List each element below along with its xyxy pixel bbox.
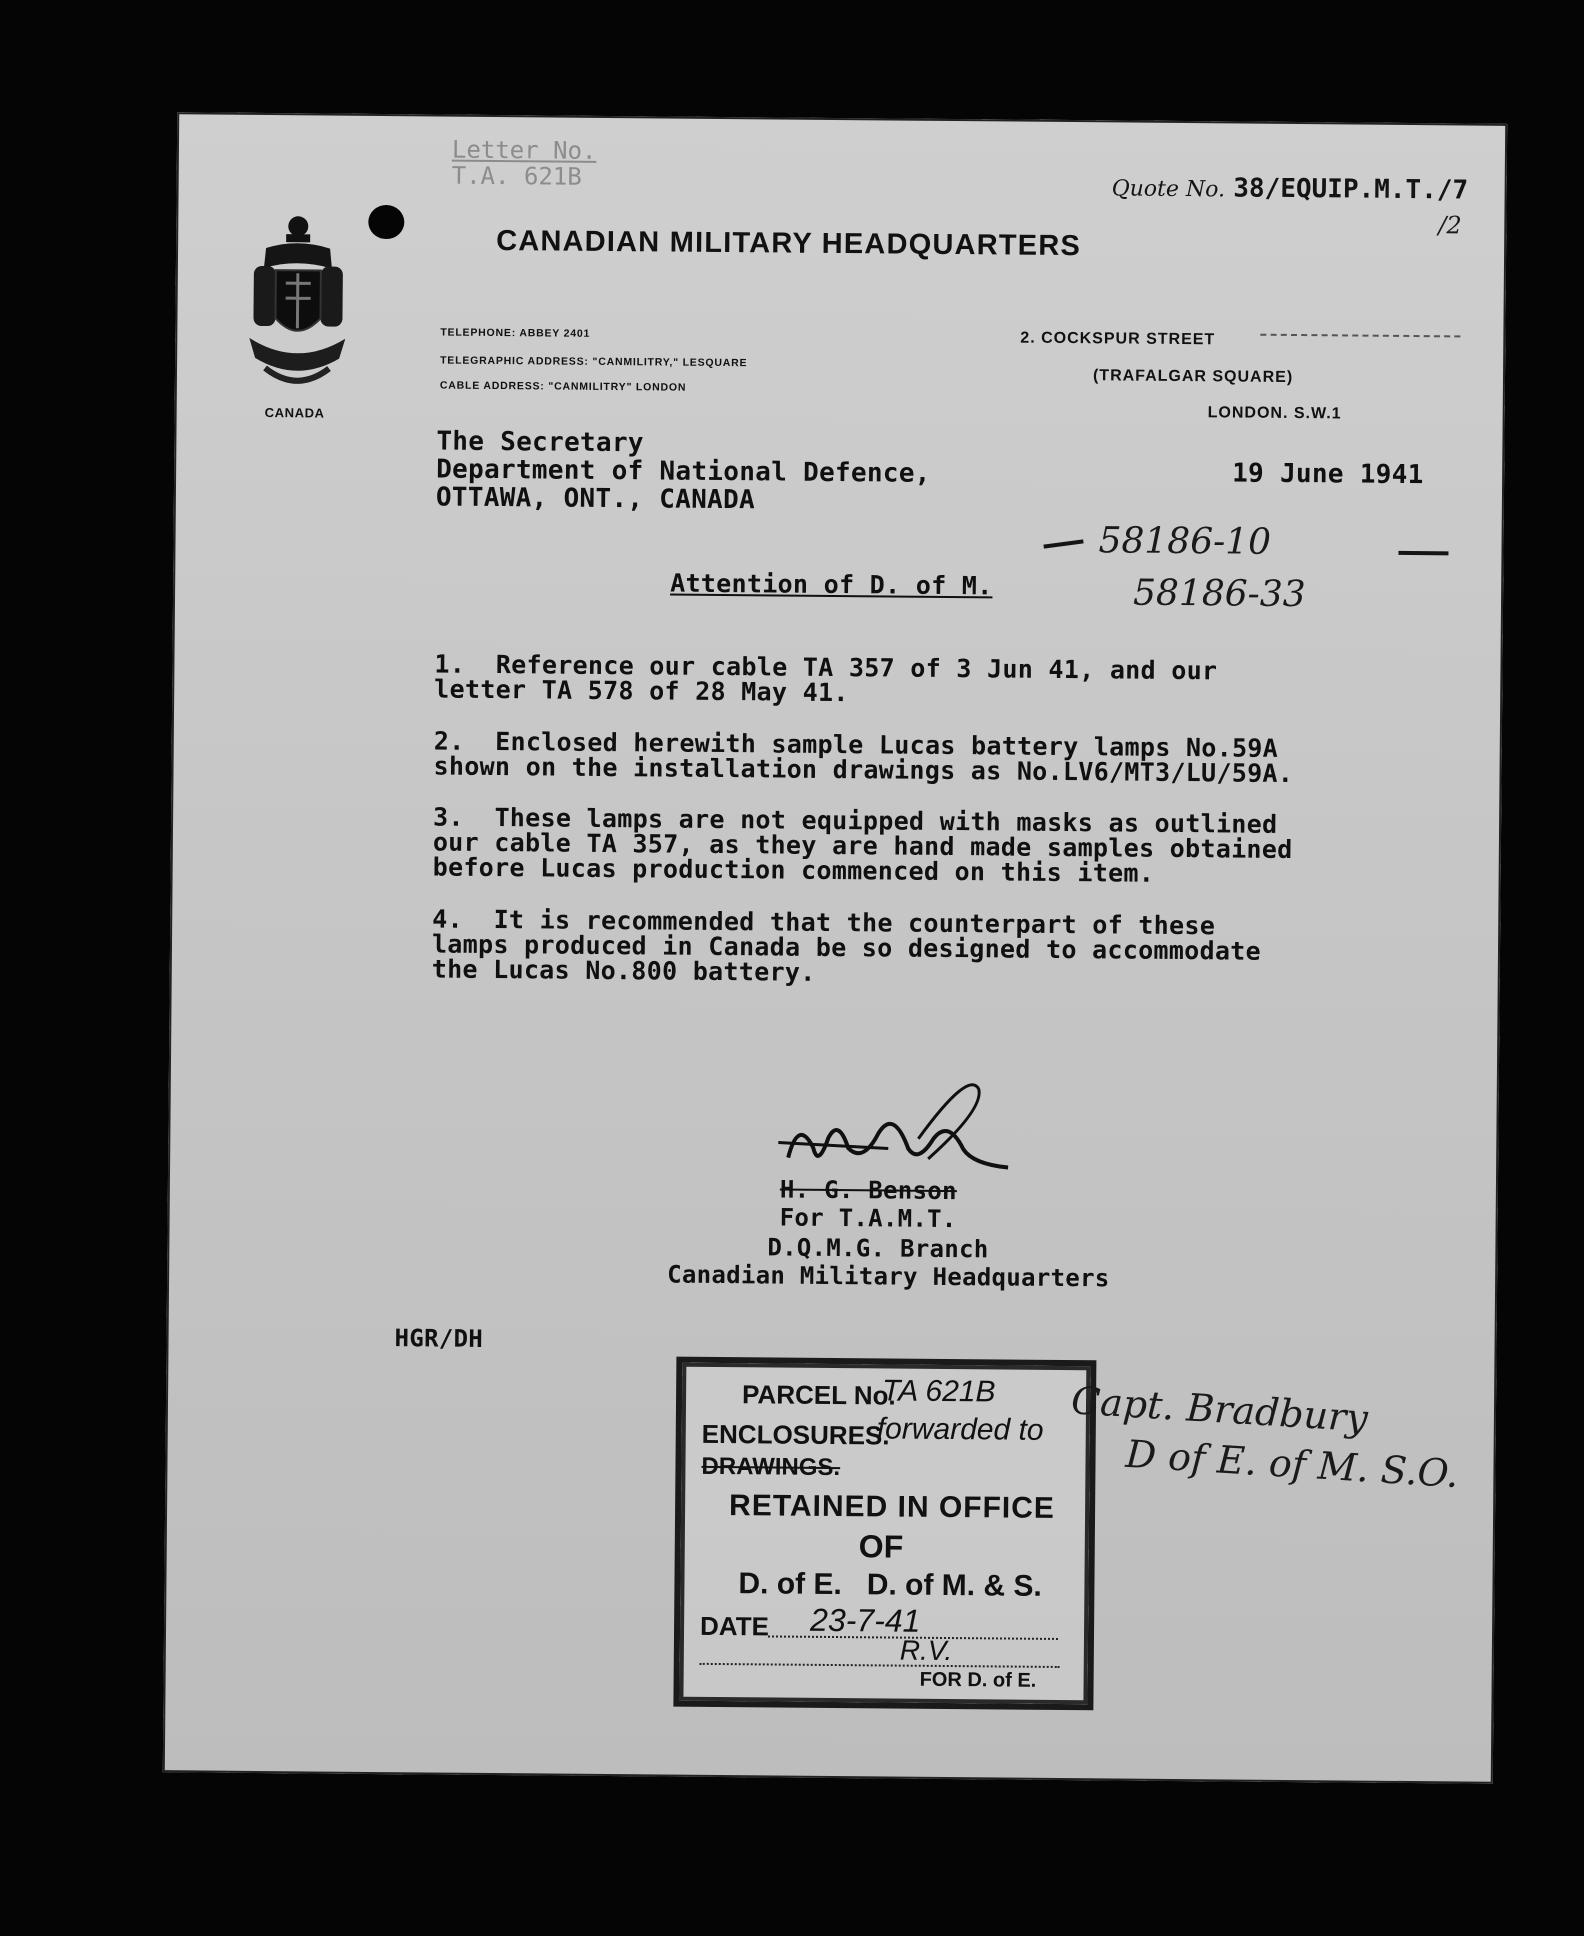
stamp-date-value: 23-7-41 [809, 1601, 921, 1639]
recipient-line-3: OTTAWA, ONT., CANADA [435, 482, 756, 516]
stamp-enclosures-note: forwarded to [876, 1412, 1044, 1447]
signatory-organization: Canadian Military Headquarters [667, 1260, 1110, 1293]
typist-initials: HGR/DH [394, 1324, 484, 1353]
cable-address-line: CABLE ADDRESS: "CANMILITRY" LONDON [439, 379, 687, 394]
stamp-initials-value: R.V. [899, 1634, 953, 1667]
paragraph-2: 2. Enclosed herewith sample Lucas battery lamps No.59A shown on the installation drawings as No.LV6/MT3/LU/59A. [433, 726, 1294, 788]
address-street: 2. COCKSPUR STREET [1020, 329, 1216, 349]
handwritten-signature [768, 1077, 1029, 1189]
crest-caption: CANADA [264, 405, 325, 421]
quote-number-value: 38/EQUIP.M.T./7 [1233, 173, 1469, 206]
stamp-drawings-label: DRAWINGS. [701, 1452, 841, 1482]
signatory-name [780, 1176, 957, 1206]
retained-in-office-stamp [673, 1357, 1096, 1711]
paragraph-3: 3. These lamps are not equipped with masks as outlined our cable TA 357, as they are hand made samples obtained before Lucas production commenced on this item. [432, 802, 1293, 888]
address-dash-rule [1260, 334, 1460, 338]
address-city: LONDON. S.W.1 [1207, 404, 1342, 423]
letter-page [163, 112, 1507, 1784]
recipient-line-1: The Secretary [436, 426, 644, 459]
telegraphic-address-line: TELEGRAPHIC ADDRESS: "CANMILITRY," LESQUARE [440, 354, 748, 370]
file-number-1: 58186-10 [1098, 520, 1272, 563]
file-number-2: 58186-33 [1132, 572, 1306, 616]
letter-date: 19 June 1941 [1232, 458, 1424, 491]
stamp-for-label: FOR D. of E. [919, 1668, 1037, 1692]
ink-spot-icon [364, 202, 408, 242]
signatory-branch: D.Q.M.G. Branch [767, 1233, 989, 1264]
file-number-dash-right [1398, 551, 1448, 555]
paragraph-1: 1. Reference our cable TA 357 of 3 Jun 41, and our letter TA 578 of 28 May 41. [434, 649, 1218, 708]
signatory-for-line: For T.A.M.T. [779, 1203, 957, 1234]
stamp-initials-dotted-line [700, 1663, 1060, 1668]
quote-number-suffix: /2 [1438, 211, 1462, 240]
letter-number-stamp [452, 137, 597, 190]
quote-number-label: Quote No. [1111, 176, 1226, 203]
stamp-date-label: DATE [699, 1610, 770, 1642]
stamp-retained-text: RETAINED IN OFFICE [728, 1489, 1056, 1525]
paragraph-4: 4. It is recommended that the counterpart of these lamps produced in Canada be so designed to accommodate the Lucas No.800 battery. [431, 904, 1262, 987]
handwritten-note-line-1: Capt. Bradbury [1069, 1378, 1370, 1441]
recipient-line-2: Department of National Defence, [436, 454, 931, 489]
handwritten-note-line-2: D of E. of M. S.O. [1124, 1431, 1460, 1497]
telephone-line: TELEPHONE: ABBEY 2401 [440, 326, 591, 340]
canada-coat-of-arms-icon [235, 208, 362, 399]
letter-number-value: T.A. 621B [451, 161, 582, 191]
stamp-enclosures-label: ENCLOSURES. [701, 1418, 890, 1451]
stamp-parcel-value: TA 621B [881, 1374, 996, 1409]
address-square: (TRAFALGAR SQUARE) [1092, 367, 1294, 386]
stamp-parcel-label: PARCEL No. [741, 1379, 896, 1411]
letterhead-title: CANADIAN MILITARY HEADQUARTERS [496, 225, 1082, 263]
stamp-offices-text: D. of E. D. of M. & S. [738, 1567, 1042, 1603]
stamp-of-text: OF [858, 1528, 904, 1565]
attention-line: Attention of D. of M. [670, 568, 993, 601]
letter-number-label: Letter No. [451, 135, 597, 165]
signatory-name-text: H. G. Benson [779, 1175, 958, 1206]
file-number-dash-left [1043, 539, 1083, 548]
quote-number [1112, 172, 1469, 205]
